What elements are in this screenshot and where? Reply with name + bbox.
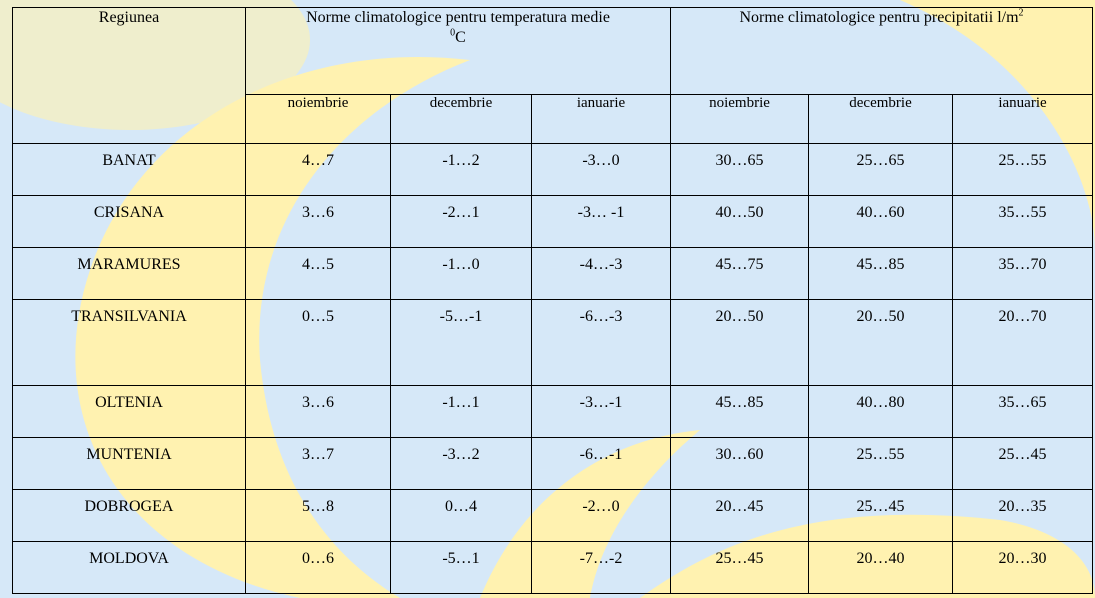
value-cell: 3…6 [246, 196, 391, 248]
value-cell: -2…0 [532, 490, 671, 542]
table-row [13, 300, 1093, 386]
value-cell: -5…1 [391, 542, 532, 594]
month-header: ianuarie [953, 95, 1093, 144]
value-cell: -3… -1 [532, 196, 671, 248]
value-cell: 35…70 [953, 248, 1093, 300]
value-cell: 20…35 [953, 490, 1093, 542]
region-cell: BANAT [13, 144, 246, 196]
value-cell: 45…85 [809, 248, 953, 300]
value-cell: 5…8 [246, 490, 391, 542]
value-cell: 25…45 [953, 438, 1093, 490]
region-header: Regiunea [13, 8, 246, 144]
region-cell: TRANSILVANIA [13, 300, 246, 386]
region-cell: CRISANA [13, 196, 246, 248]
value-cell: 25…45 [671, 542, 809, 594]
value-cell: -6…-1 [532, 438, 671, 490]
value-cell: 35…55 [953, 196, 1093, 248]
table-row [13, 438, 1093, 490]
value-cell: 20…30 [953, 542, 1093, 594]
month-header: noiembrie [671, 95, 809, 144]
value-cell: 25…55 [809, 438, 953, 490]
value-cell: 20…45 [671, 490, 809, 542]
month-header: decembrie [809, 95, 953, 144]
region-cell: DOBROGEA [13, 490, 246, 542]
value-cell: 45…85 [671, 386, 809, 438]
value-cell: 35…65 [953, 386, 1093, 438]
table-row [13, 542, 1093, 594]
value-cell: 0…6 [246, 542, 391, 594]
table-row [13, 144, 1093, 196]
value-cell: 4…7 [246, 144, 391, 196]
temperature-header: Norme climatologice pentru temperatura medie $^0$C [246, 8, 671, 95]
value-cell: -3…2 [391, 438, 532, 490]
value-cell: 30…65 [671, 144, 809, 196]
value-cell: 4…5 [246, 248, 391, 300]
value-cell: -5…-1 [391, 300, 532, 386]
value-cell: -2…1 [391, 196, 532, 248]
value-cell: -4…-3 [532, 248, 671, 300]
value-cell: 40…80 [809, 386, 953, 438]
value-cell: 20…50 [671, 300, 809, 386]
value-cell: 25…45 [809, 490, 953, 542]
value-cell: 0…4 [391, 490, 532, 542]
value-cell: -1…0 [391, 248, 532, 300]
value-cell: -3…-1 [532, 386, 671, 438]
value-cell: -7…-2 [532, 542, 671, 594]
region-cell: MUNTENIA [13, 438, 246, 490]
value-cell: -3…0 [532, 144, 671, 196]
table-row [13, 386, 1093, 438]
value-cell: -6…-3 [532, 300, 671, 386]
region-cell: OLTENIA [13, 386, 246, 438]
value-cell: 30…60 [671, 438, 809, 490]
precipitation-header: Norme climatologice pentru precipitatii $l/m^2$ [671, 8, 1093, 95]
value-cell: 20…40 [809, 542, 953, 594]
value-cell: 45…75 [671, 248, 809, 300]
value-cell: 3…6 [246, 386, 391, 438]
value-cell: 0…5 [246, 300, 391, 386]
value-cell: 3…7 [246, 438, 391, 490]
table-row [13, 490, 1093, 542]
table-row [13, 248, 1093, 300]
value-cell: 20…50 [809, 300, 953, 386]
value-cell: 20…70 [953, 300, 1093, 386]
value-cell: 40…50 [671, 196, 809, 248]
month-header: decembrie [391, 95, 532, 144]
region-cell: MOLDOVA [13, 542, 246, 594]
value-cell: -1…1 [391, 386, 532, 438]
region-cell: MARAMURES [13, 248, 246, 300]
table-row [13, 196, 1093, 248]
value-cell: 40…60 [809, 196, 953, 248]
month-header: noiembrie [246, 95, 391, 144]
month-header: ianuarie [532, 95, 671, 144]
climate-norms-table [12, 7, 1093, 594]
value-cell: 25…65 [809, 144, 953, 196]
value-cell: -1…2 [391, 144, 532, 196]
value-cell: 25…55 [953, 144, 1093, 196]
